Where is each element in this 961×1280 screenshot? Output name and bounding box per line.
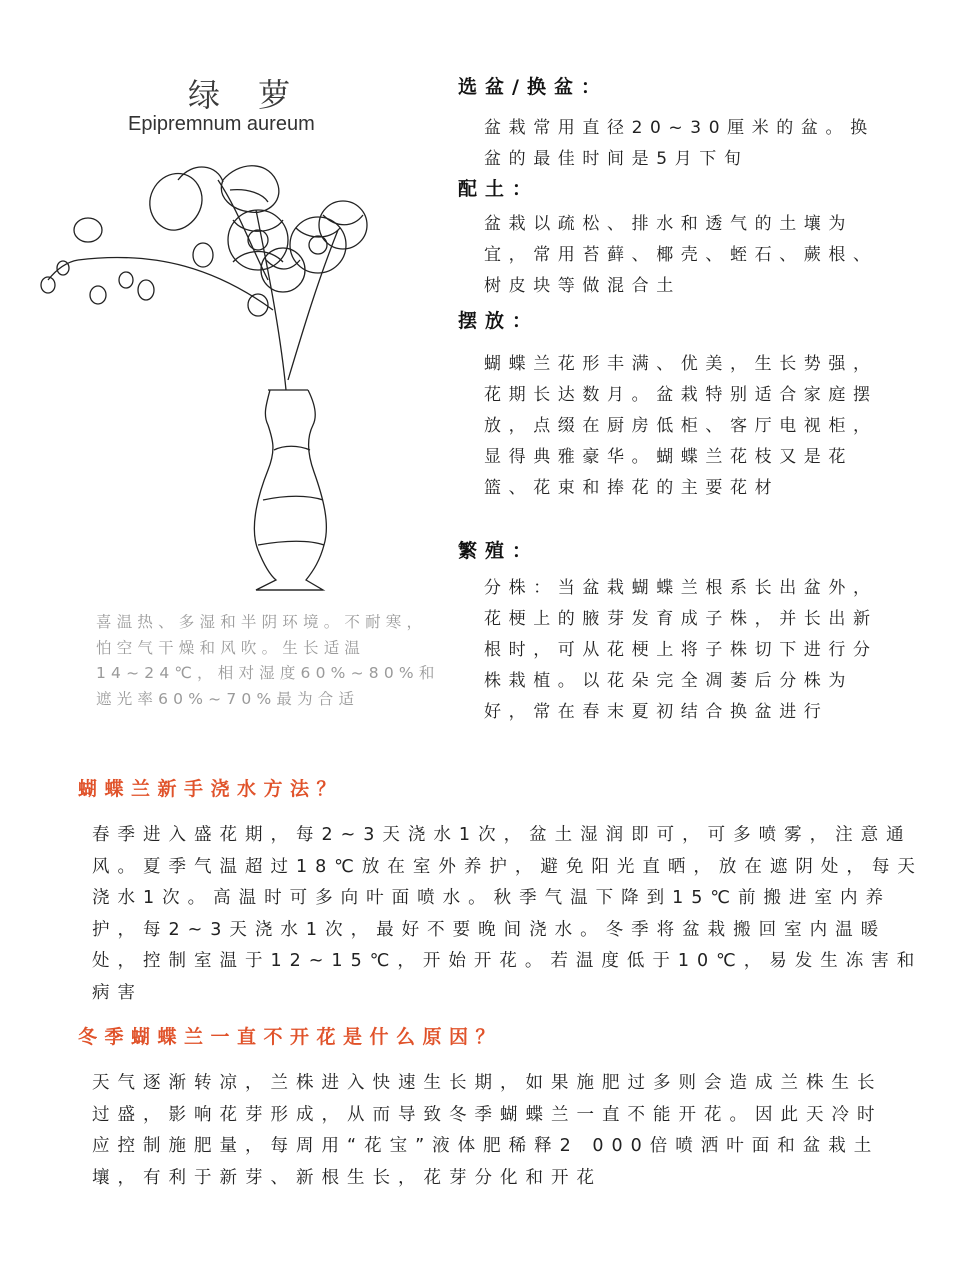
section-body: 蝴蝶兰花形丰满、优美，生长势强，花期长达数月。盆栽特别适合家庭摆放，点缀在厨房低柜、客厅电视柜，显得典雅豪华。蝴蝶兰花枝又是花篮、花束和捧花的主要花材 (484, 354, 878, 498)
section-heading: 繁殖： (458, 540, 540, 562)
question-watering: 蝴蝶兰新手浇水方法？ (78, 778, 344, 800)
intro-text: 喜温热、多湿和半阴环境。不耐寒，怕空气干燥和风吹。生长适温14~24℃，相对湿度60%~80%和遮光率60%~70%最为合适 (96, 613, 440, 708)
section-heading: 摆放： (458, 310, 540, 332)
orchid-vase-illustration (18, 150, 418, 600)
answer-no-bloom: 天气逐渐转凉，兰株进入快速生长期，如果施肥过多则会造成兰株生长过盛，影响花芽形成，从而导致冬季蝴蝶兰一直不能开花。因此天冷时应控制施肥量，每周用“花宝”液体肥稀释2 000倍喷洒叶面和盆栽土壤，有利于新芽、新根生长，花芽分化和开花 (92, 1073, 883, 1188)
section-pot (458, 72, 898, 175)
section-body: 盆栽以疏松、排水和透气的土壤为宜，常用苔藓、椰壳、蛭石、蕨根、树皮块等做混合土 (484, 214, 878, 296)
section-placement (458, 306, 898, 504)
section-propagation (458, 536, 898, 728)
section-soil (458, 174, 898, 302)
section-heading: 配土： (458, 178, 540, 200)
section-body: 分株：当盆栽蝴蝶兰根系长出盆外，花梗上的腋芽发育成子株，并长出新根时，可从花梗上将子株切下进行分株栽植。以花朵完全凋萎后分株为好，常在春末夏初结合换盆进行 (484, 578, 878, 722)
section-body: 盆栽常用直径20~30厘米的盆。换盆的最佳时间是5月下旬 (484, 118, 875, 169)
plant-latin-name: Epipremnum aureum (128, 113, 315, 135)
plant-title: 绿 萝 (188, 76, 305, 114)
question-no-bloom: 冬季蝴蝶兰一直不开花是什么原因？ (78, 1026, 503, 1048)
answer-watering: 春季进入盛花期，每2~3天浇水1次，盆土湿润即可，可多喷雾，注意通风。夏季气温超过18℃放在室外养护，避免阳光直晒，放在遮阴处，每天浇水1次。高温时可多向叶面喷水。秋季气温下降到15℃前搬进室内养护，每2~3天浇水1次，最好不要晚间浇水。冬季将盆栽搬回室内温暖处，控制室温于12~15℃，开始开花。若温度低于10℃，易发生冻害和病害 (92, 825, 923, 1003)
section-heading: 选盆/换盆： (458, 76, 608, 98)
